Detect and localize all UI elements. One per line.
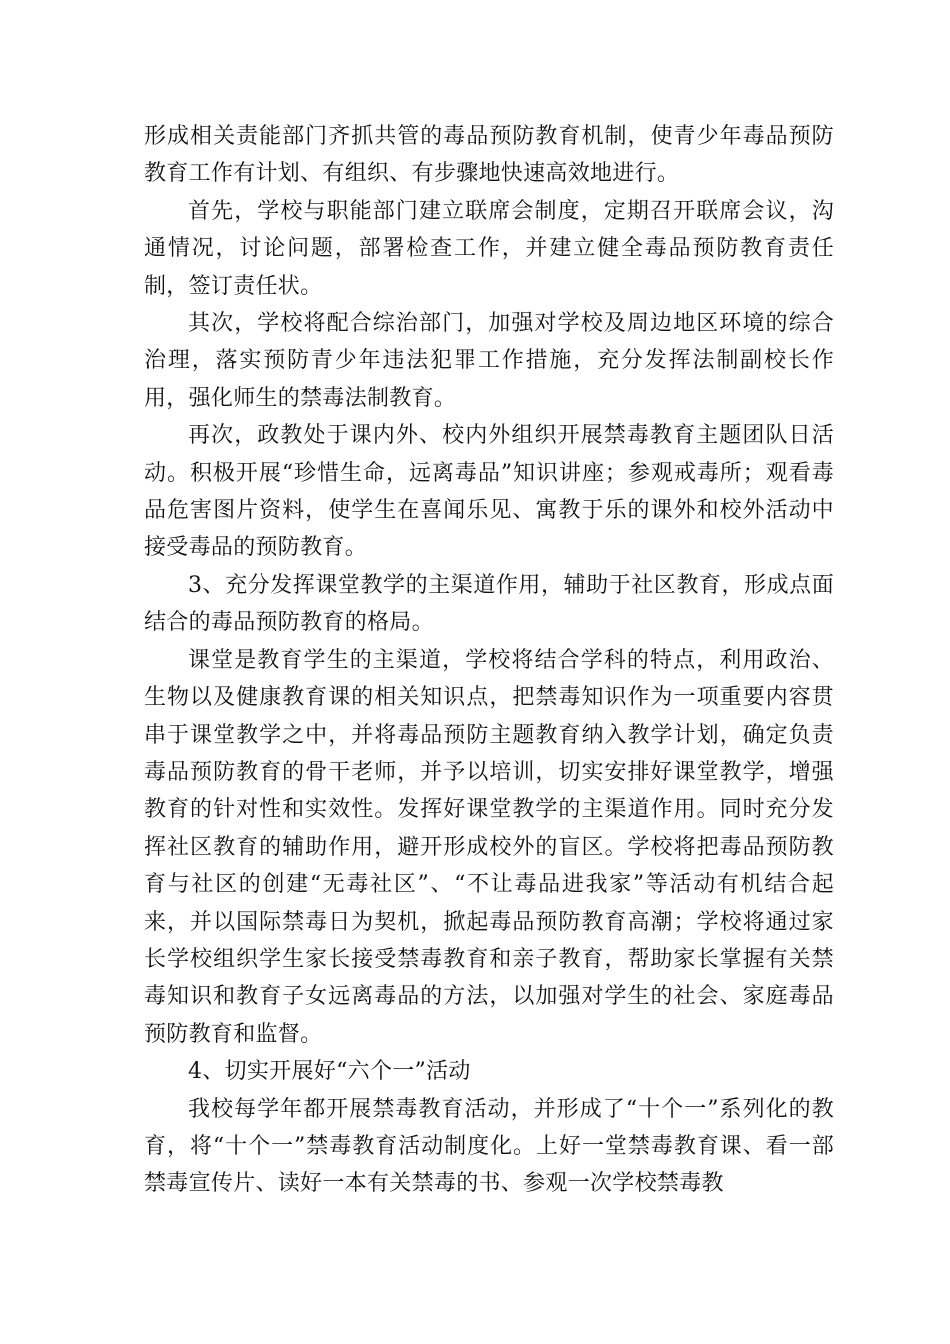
paragraph-classroom: 课堂是教育学生的主渠道，学校将结合学科的特点，利用政治、生物以及健康教育课的相关知识点，把禁毒知识作为一项重要内容贯串于课堂教学之中，并将毒品预防主题教育纳入教学计划，确定负责毒品预防教育的骨干老师，并予以培训，切实安排好课堂教学，增强教育的针对性和实效性。发挥好课堂教学的主渠道作用。同时充分发挥社区教育的辅助作用，避开形成校外的盲区。学校将把毒品预防教育与社区的创建“无毒社区”、“不让毒品进我家”等活动有机结合起来，并以国际禁毒日为契机，掀起毒品预防教育高潮；学校将通过家长学校组织学生家长接受禁毒教育和亲子教育，帮助家长掌握有关禁毒知识和教育子女远离毒品的方法，以加强对学生的社会、家庭毒品预防教育和监督。 — [144, 647, 834, 1047]
document-body — [144, 118, 834, 1203]
paragraph-third: 再次，政教处于课内外、校内外组织开展禁毒教育主题团队日活动。积极开展“珍惜生命，远离毒品”知识讲座；参观戒毒所；观看毒品危害图片资料，使学生在喜闻乐见、寓教于乐的课外和校外活动中接受毒品的预防教育。 — [144, 423, 834, 561]
paragraph-continuation: 形成相关责能部门齐抓共管的毒品预防教育机制，使青少年毒品预防教育工作有计划、有组织、有步骤地快速高效地进行。 — [144, 124, 834, 187]
paragraph-activities: 我校每学年都开展禁毒教育活动，并形成了“十个一”系列化的教育，将“十个一”禁毒教育活动制度化。上好一堂禁毒教育课、看一部禁毒宣传片、读好一本有关禁毒的书、参观一次学校禁毒教 — [144, 1096, 834, 1197]
paragraph-first: 首先，学校与职能部门建立联席会制度，定期召开联席会议，沟通情况，讨论问题，部署检查工作，并建立健全毒品预防教育责任制，签订责任状。 — [144, 198, 834, 299]
paragraph-second: 其次，学校将配合综治部门，加强对学校及周边地区环境的综合治理，落实预防青少年违法犯罪工作措施，充分发挥法制副校长作用，强化师生的禁毒法制教育。 — [144, 311, 834, 411]
section-heading-3: 3、充分发挥课堂教学的主渠道作用，辅助于社区教育，形成点面结合的毒品预防教育的格局。 — [144, 572, 834, 636]
section-heading-4: 4、切实开展好“六个一”活动 — [188, 1059, 471, 1085]
